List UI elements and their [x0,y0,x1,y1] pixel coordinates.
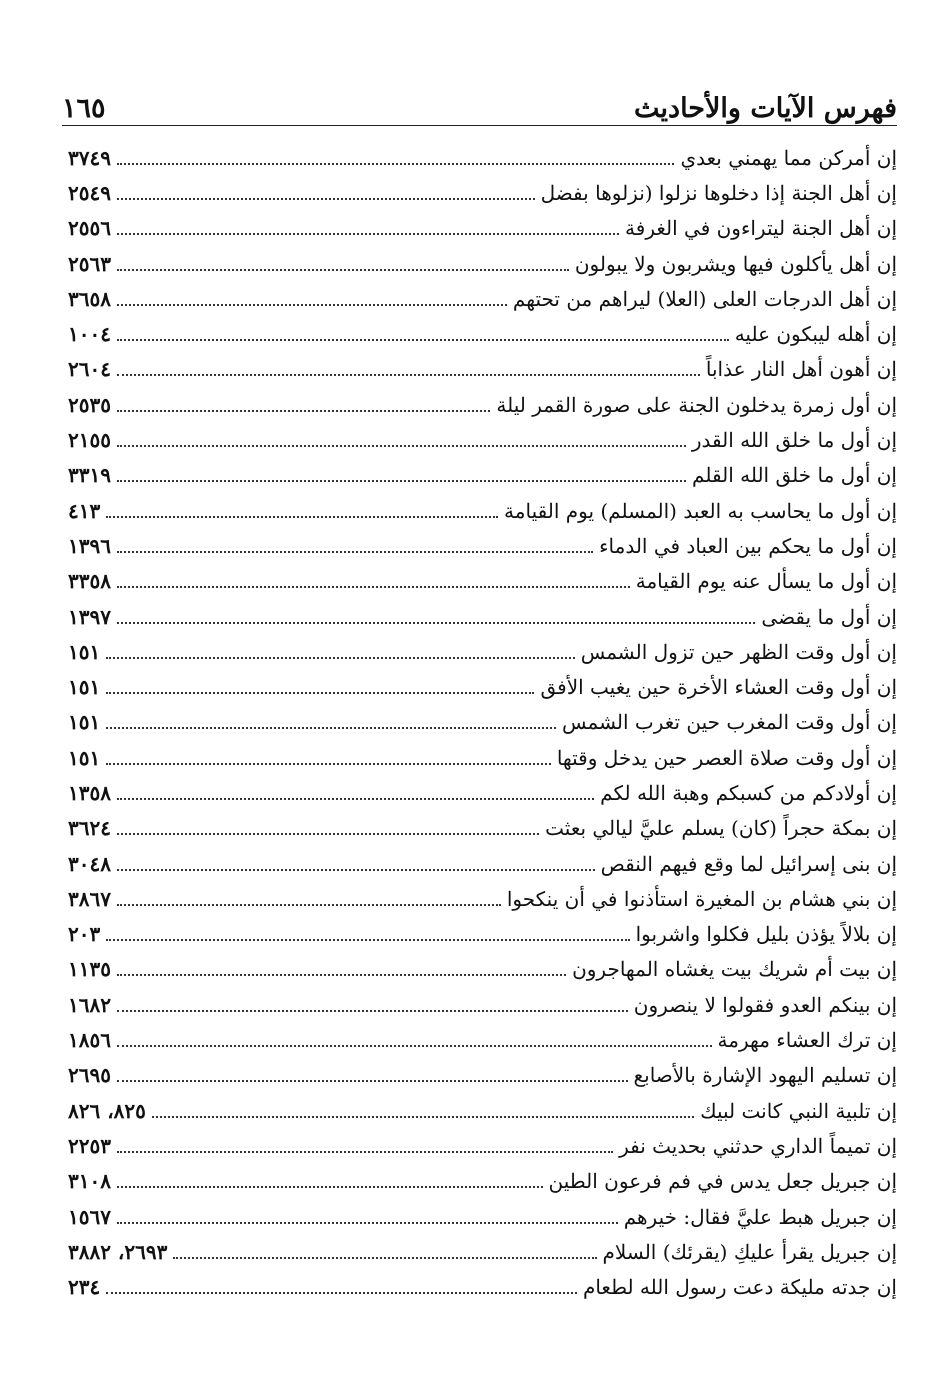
dot-leader [117,304,507,306]
index-entry [68,669,897,704]
entry-reference-number: ١٥١ [68,675,101,700]
entry-reference-number: ٨٢٥، ٨٢٦ [68,1098,146,1123]
entry-text: إن أول ما يسأل عنه يوم القيامة [635,569,897,594]
dot-leader [117,833,539,835]
index-entry [68,634,897,669]
entry-reference-number: ١٥١ [68,745,101,770]
index-entry [68,775,897,810]
dot-leader [117,586,630,588]
dot-leader [173,1257,596,1259]
index-entry [68,246,897,281]
entry-text: إن أول وقت الظهر حين تزول الشمس [580,639,897,664]
dot-leader [117,1010,628,1012]
index-entry [68,1022,897,1057]
entry-reference-number: ٣٨٦٧ [68,886,111,911]
index-entry [68,528,897,563]
entry-reference-number: ٢١٥٥ [68,428,111,453]
dot-leader [117,1222,618,1224]
entry-text: إن أول وقت العشاء الأخرة حين يغيب الأفق [540,675,897,700]
entry-reference-number: ٢٣٤ [68,1275,101,1300]
dot-leader [117,198,535,200]
entry-text: إن أول ما خلق الله القدر [691,428,897,453]
dot-leader [117,480,686,482]
entry-text: إن أول زمرة يدخلون الجنة على صورة القمر ليلة [496,392,897,417]
entry-text: إن أول ما يقضى [761,604,897,629]
dot-leader [117,233,619,235]
running-title: فهرس الآيات والأحاديث [634,93,897,124]
index-entry [68,740,897,775]
entry-text: إن جبريل جعل يدس في فم فرعون الطين [548,1169,897,1194]
index-entry [68,705,897,740]
entry-reference-number: ٢٢٥٣ [68,1133,111,1158]
dot-leader [106,727,556,729]
entry-text: إن أهل الجنة إذا دخلوها نزلوا (نزلوها بفضل [540,180,897,205]
dot-leader [117,1186,543,1188]
index-entry [68,952,897,987]
dot-leader [117,374,700,376]
dot-leader [106,1292,577,1294]
entry-reference-number: ٣٦٢٤ [68,816,111,841]
entry-reference-number: ١٥١ [68,639,101,664]
dot-leader [117,622,755,624]
entry-text: إن بلالاً يؤذن بليل فكلوا واشربوا [635,922,897,947]
entry-reference-number: ٣٠٤٨ [68,851,111,876]
entry-text: إن أول ما خلق الله القلم [692,463,897,488]
index-entry [68,917,897,952]
entry-text: إن بني هشام بن المغيرة استأذنوا في أن ينكحوا [506,886,897,911]
entry-reference-number: ٣٣١٩ [68,463,111,488]
index-entry [68,1093,897,1128]
entry-reference-number: ١٦٨٢ [68,992,111,1017]
index-entry [68,987,897,1022]
dot-leader [117,798,594,800]
dot-leader [117,445,686,447]
entry-text: إن بينكم العدو فقولوا لا ينصرون [633,992,897,1017]
entry-reference-number: ٣١٠٨ [68,1169,111,1194]
entry-reference-number: ١٣٩٦ [68,533,111,558]
dot-leader [106,657,574,659]
entry-text: إن أول وقت المغرب حين تغرب الشمس [562,710,897,735]
page-header [62,68,897,124]
dot-leader [117,1151,613,1153]
entry-reference-number: ٣٧٤٩ [68,145,111,170]
entry-text: إن أهون أهل النار عذاباً [705,357,897,382]
entry-reference-number: ٢٠٣ [68,922,101,947]
entry-reference-number: ٢٦٠٤ [68,357,111,382]
dot-leader [117,551,593,553]
entry-reference-number: ٢٦٩٥ [68,1063,111,1088]
index-entry [68,387,897,422]
entry-text: إن بمكة حجراً (كان) يسلم عليَّ ليالي بعثت [545,816,897,841]
index-entry [68,140,897,175]
dot-leader [152,1116,694,1118]
entry-reference-number: ٢٥٤٩ [68,180,111,205]
index-entry [68,1164,897,1199]
index-entry [68,493,897,528]
index-entry [68,1199,897,1234]
entry-text: إن جبريل هبط عليَّ فقال: خيرهم [623,1204,897,1229]
entry-text: إن بيت أم شريك بيت يغشاه المهاجرون [572,957,897,982]
index-entry [68,1270,897,1305]
index-entry [68,599,897,634]
index-entry [68,458,897,493]
index-entry [68,846,897,881]
index-entry [68,1058,897,1093]
dot-leader [117,869,595,871]
entry-text: إن تميماً الداري حدثني بحديث نفر [619,1133,897,1158]
entry-reference-number: ٢٥٥٦ [68,216,111,241]
index-entry [68,316,897,351]
index-entry [68,1128,897,1163]
dot-leader [106,939,629,941]
entry-reference-number: ١١٣٥ [68,957,111,982]
index-entry [68,175,897,210]
index-entry [68,281,897,316]
dot-leader [117,410,490,412]
dot-leader [117,1080,628,1082]
entry-text: إن أولادكم من كسبكم وهبة الله لكم [600,780,897,805]
entry-text: إن ترك العشاء مهرمة [717,1028,897,1053]
entry-text: إن أهله ليبكون عليه [734,322,897,347]
entry-text: إن جدته مليكة دعت رسول الله لطعام [582,1275,897,1300]
entry-text: إن تلبية النبي كانت لبيك [700,1098,897,1123]
dot-leader [117,269,569,271]
index-entry [68,564,897,599]
header-rule [62,125,897,126]
entry-reference-number: ١٥٦٧ [68,1204,111,1229]
entry-reference-number: ٢٦٩٣، ٣٨٨٢ [68,1239,168,1264]
entry-text: إن أهل يأكلون فيها ويشربون ولا يبولون [574,251,897,276]
entry-reference-number: ١٣٥٨ [68,780,111,805]
index-entry [68,211,897,246]
entry-text: إن أول ما يحاسب به العبد (المسلم) يوم القيامة [504,498,897,523]
entry-reference-number: ١٥١ [68,710,101,735]
dot-leader [117,1045,712,1047]
entry-reference-number: ١٣٩٧ [68,604,111,629]
index-entry [68,352,897,387]
dot-leader [106,763,551,765]
entry-text: إن أول وقت صلاة العصر حين يدخل وقتها [556,745,897,770]
entry-reference-number: ٢٥٦٣ [68,251,111,276]
dot-leader [117,339,729,341]
entry-reference-number: ٣٦٥٨ [68,286,111,311]
index-entries [68,140,897,1305]
dot-leader [117,974,566,976]
entry-reference-number: ١٨٥٦ [68,1028,111,1053]
dot-leader [117,904,501,906]
entry-text: إن أمركن مما يهمني بعدي [680,145,897,170]
page-number: ١٦٥ [62,93,106,124]
index-entry [68,811,897,846]
index-entry [68,422,897,457]
entry-text: إن جبريل يقرأ عليكِ (يقرئك) السلام [602,1239,897,1264]
entry-reference-number: ٣٣٥٨ [68,569,111,594]
index-entry [68,1234,897,1269]
entry-reference-number: ١٠٠٤ [68,322,111,347]
entry-text: إن أول ما يحكم بين العباد في الدماء [599,533,897,558]
entry-text: إن أهل الجنة ليتراءون في الغرفة [625,216,897,241]
entry-text: إن بنى إسرائيل لما وقع فيهم النقص [600,851,897,876]
entry-reference-number: ٢٥٣٥ [68,392,111,417]
entry-text: إن أهل الدرجات العلى (العلا) ليراهم من تحتهم [512,286,897,311]
entry-reference-number: ٤١٣ [68,498,101,523]
index-entry [68,881,897,916]
dot-leader [106,692,534,694]
entry-text: إن تسليم اليهود الإشارة بالأصابع [633,1063,897,1088]
dot-leader [117,163,675,165]
dot-leader [106,516,498,518]
